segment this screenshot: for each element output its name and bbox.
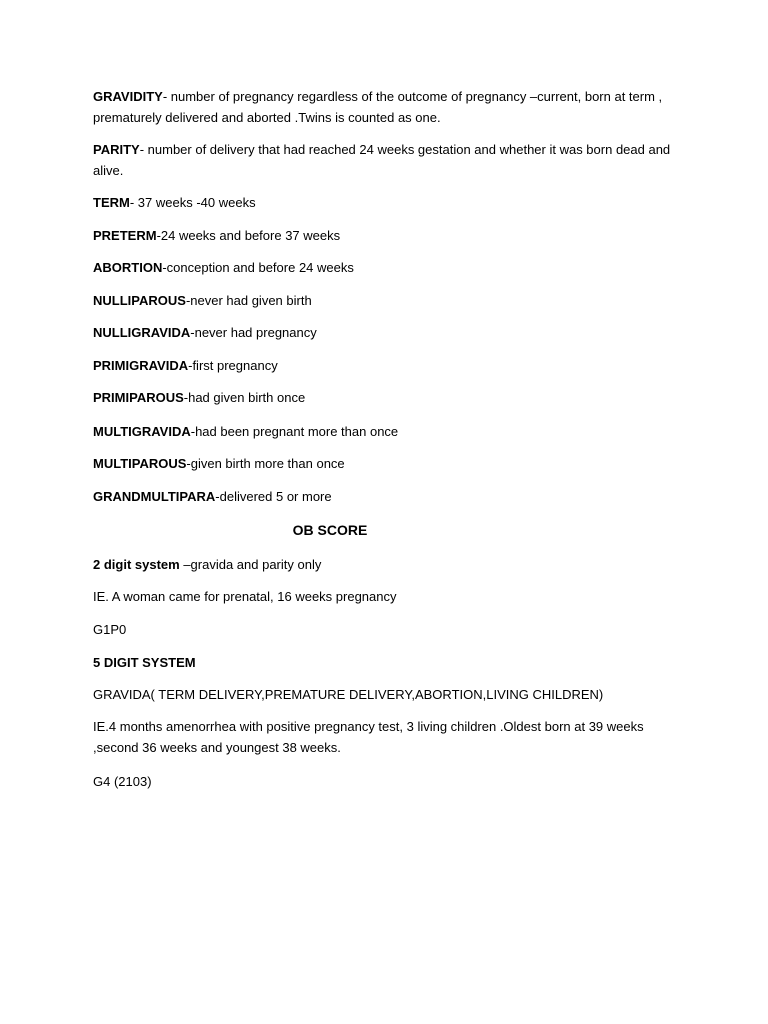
definition-multiparous [93,453,683,474]
definition-nulligravida [93,322,683,343]
two-digit-system-text: –gravida and parity only [179,557,322,572]
definition-text: -given birth more than once [186,456,345,471]
definition-nulliparous [93,290,683,311]
definition-text: -never had pregnancy [190,325,317,340]
definition-text: -had been pregnant more than once [190,424,399,439]
definition-abortion [93,257,683,278]
definition-text: -never had given birth [185,293,312,308]
ob-score-heading: OB SCORE [292,522,368,538]
five-digit-formula: GRAVIDA( TERM DELIVERY,PREMATURE DELIVERY,ABORTION,LIVING CHILDREN) [93,687,604,702]
five-digit-system-heading: 5 DIGIT SYSTEM [93,655,196,670]
definition-parity [93,139,683,181]
definition-text: -first pregnancy [188,358,278,373]
definition-gravidity [93,86,683,128]
definition-term: MULTIGRAVIDA [93,424,191,439]
definition-text: - number of pregnancy regardless of the outcome of pregnancy –current, born at term , prematurely delivered and aborted .Twins is counted as one. [93,89,663,125]
definition-term-entry [93,192,683,213]
definition-primiparous [93,387,683,408]
definition-term: PRETERM [93,228,157,243]
definition-term: ABORTION [93,260,163,275]
definition-term: GRANDMULTIPARA [93,489,216,504]
definition-term: PRIMIGRAVIDA [93,358,189,373]
two-digit-system-term: 2 digit system [93,557,180,572]
definition-multigravida [93,421,683,442]
two-digit-answer: G1P0 [93,622,127,637]
definition-term: PARITY [93,142,140,157]
definition-text: - number of delivery that had reached 24 weeks gestation and whether it was born dead and alive. [93,142,671,178]
definition-text: - 37 weeks -40 weeks [129,195,256,210]
five-digit-example: IE.4 months amenorrhea with positive pregnancy test, 3 living children .Oldest born at 39 weeks ,second 36 weeks and youngest 38 weeks. [93,719,644,755]
definition-grandmultipara [93,486,683,507]
definition-primigravida [93,355,683,376]
five-digit-answer: G4 (2103) [93,774,152,789]
definition-text: -conception and before 24 weeks [162,260,354,275]
definition-term: PRIMIPAROUS [93,390,184,405]
two-digit-example: IE. A woman came for prenatal, 16 weeks pregnancy [93,589,397,604]
definition-term: MULTIPAROUS [93,456,187,471]
two-digit-system-line [93,554,683,575]
definition-term: GRAVIDITY [93,89,163,104]
definition-term: NULLIGRAVIDA [93,325,191,340]
definition-term: TERM [93,195,130,210]
definition-text: -delivered 5 or more [215,489,332,504]
definition-text: -24 weeks and before 37 weeks [156,228,341,243]
definition-term: NULLIPAROUS [93,293,186,308]
definition-text: -had given birth once [183,390,306,405]
definition-preterm [93,225,683,246]
